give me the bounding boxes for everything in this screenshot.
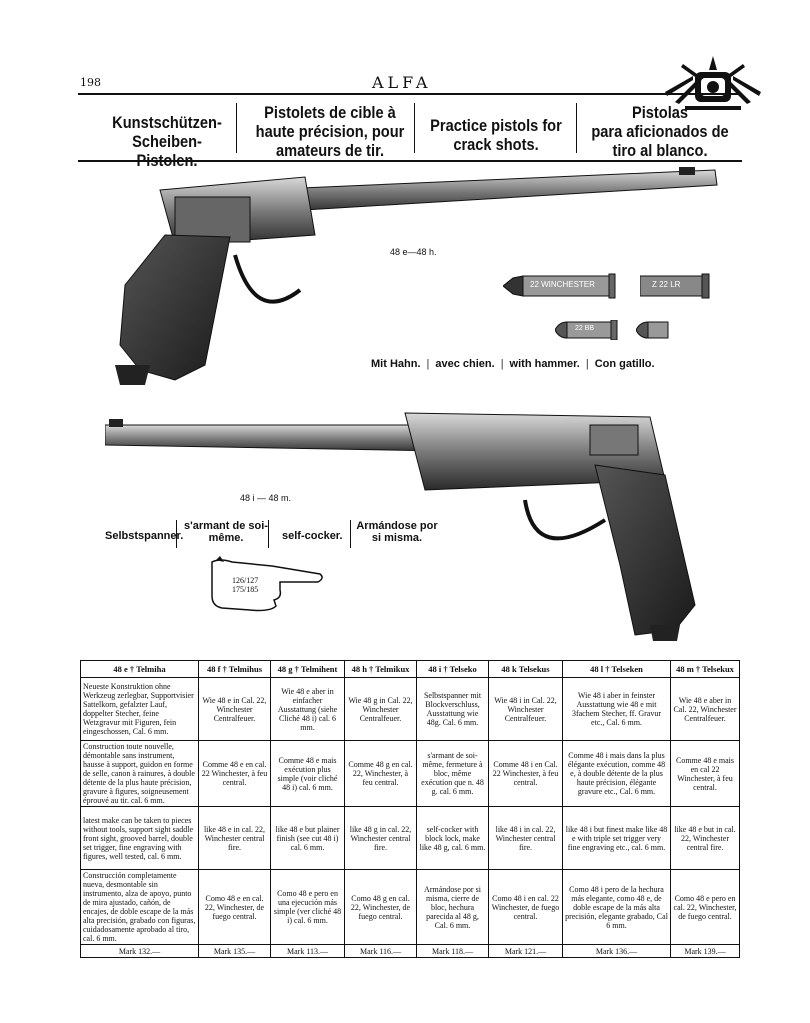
table-cell: Wie 48 i aber in feinster Ausstattung wie 48 e mit 3fachem Stecher, ff. Gravur etc., Cal. 6 mm.	[563, 678, 671, 741]
price-cell: Mark 132.—	[81, 945, 199, 958]
caption-divider	[176, 520, 177, 548]
table-row-english	[81, 807, 740, 870]
table-price-row	[81, 945, 740, 958]
heading-divider	[576, 103, 577, 153]
heading-divider	[414, 103, 415, 153]
table-cell: Comme 48 e en cal. 22 Winchester, à feu central.	[199, 741, 271, 807]
table-cell: Como 48 e pero en una ejecución más simple (ver cliché 48 i) cal. 6 mm.	[271, 870, 345, 945]
column-header: 48 m † Telsekux	[671, 661, 740, 678]
heading-german: Kunstschützen- Scheiben-Pistolen.	[112, 113, 222, 170]
table-cell: Como 48 g en cal. 22, Winchester, de fuego central.	[345, 870, 417, 945]
specifications-table	[80, 660, 740, 958]
table-cell: Wie 48 g in Cal. 22, Winchester Centralfeuer.	[345, 678, 417, 741]
selfcock-caption-fr: s'armant de soi- même.	[184, 520, 268, 544]
table-cell: Como 48 i pero de la hechura más elegante, como 48 e, de doble escape de la más alta precisión, elegante grabado, Cal 6 mm.	[563, 870, 671, 945]
table-cell: Comme 48 i mais dans la plus élégante exécution, comme 48 e, à double détente de la plus haute précision, élégante gravure etc., Cal. 6 mm.	[563, 741, 671, 807]
selfcock-caption-de: Selbstspanner.	[105, 530, 184, 542]
price-cell: Mark 135.—	[199, 945, 271, 958]
table-cell: latest make can be taken to pieces without tools, support sight saddle front sight, grooved barrel, double set trigger, fine engraving with figures, well tested, cal. 6 mm.	[81, 807, 199, 870]
table-cell: Como 48 e en cal. 22, Winchester, de fuego central.	[199, 870, 271, 945]
table-cell: s'armant de soi-même, fermeture à bloc, même exécution que n. 48 g. cal. 6 mm.	[417, 741, 489, 807]
table-cell: like 48 i but finest make like 48 e with triple set trigger very fine engraving etc., cal. 6 mm.	[563, 807, 671, 870]
table-cell: like 48 e but plainer finish (see cut 48 i) cal. 6 mm.	[271, 807, 345, 870]
table-cell: Wie 48 e aber in Cal. 22, Winchester Centralfeuer.	[671, 678, 740, 741]
caption-divider	[350, 520, 351, 548]
top-model-number: 48 e—48 h.	[390, 247, 437, 257]
column-header: 48 k Telsekus	[489, 661, 563, 678]
table-cell: Comme 48 i en Cal. 22 Winchester, à feu central.	[489, 741, 563, 807]
selfcock-caption-es: Armándose por si misma.	[356, 520, 438, 544]
table-cell: like 48 i in cal. 22, Winchester central fire.	[489, 807, 563, 870]
table-cell: Construction toute nouvelle, démontable sans instrument, hausse à support, guidon en forme de selle, canon à rainures, à double détente de la plus haute précision, gravure à figures, soigneusement éprouvé au tir. cal. 6 mm.	[81, 741, 199, 807]
price-cell: Mark 113.—	[271, 945, 345, 958]
table-cell: Como 48 i en cal. 22 Winchester, de fuego central.	[489, 870, 563, 945]
selfcock-caption-en: self-cocker.	[282, 530, 343, 542]
table-cell: Wie 48 i in Cal. 22, Winchester Centralfeuer.	[489, 678, 563, 741]
price-cell: Mark 116.—	[345, 945, 417, 958]
column-header: 48 i † Telseko	[417, 661, 489, 678]
pointer-reference: 126/127 175/185	[232, 576, 259, 594]
price-cell: Mark 121.—	[489, 945, 563, 958]
brand-title: ALFA	[372, 73, 432, 92]
table-cell: Construcción completamente nueva, desmontable sin instrumento, alza de apoyo, punto de mira ajustado, cañón, de encajes, de doble escape de la más alta precisión, grabado con figuras, cuidadosamente aprobado al tiro, cal. 6 mm.	[81, 870, 199, 945]
table-cell: Comme 48 e mais en cal 22 Winchester, à feu central.	[671, 741, 740, 807]
table-cell: like 48 e but in cal. 22, Winchester central fire.	[671, 807, 740, 870]
table-row-french	[81, 741, 740, 807]
header-rule-top	[78, 93, 742, 95]
column-header: 48 f † Telmihus	[199, 661, 271, 678]
bullet-illustration	[636, 320, 672, 340]
price-cell: Mark 118.—	[417, 945, 489, 958]
table-row-german	[81, 678, 740, 741]
cartridge-case-label: Z 22 LR	[652, 280, 681, 289]
price-cell: Mark 139.—	[671, 945, 740, 958]
heading-english: Practice pistols for crack shots.	[430, 116, 562, 154]
heading-french: Pistolets de cible à haute précision, pour amateurs de tir.	[255, 103, 405, 160]
table-row-spanish	[81, 870, 740, 945]
cartridge-label: 22 WINCHESTER	[530, 280, 595, 289]
table-cell: Comme 48 e mais exécution plus simple (voir cliché 48 i) cal. 6 mm.	[271, 741, 345, 807]
heading-divider	[236, 103, 237, 153]
table-cell: self-cocker with block lock, make like 48 g, cal. 6 mm.	[417, 807, 489, 870]
table-cell: Wie 48 e aber in einfacher Ausstattung (siehe Cliché 48 i) cal. 6 mm.	[271, 678, 345, 741]
column-header: 48 h † Telmikux	[345, 661, 417, 678]
table-cell: Selbstspanner mit Blockverschluss, Ausstattung wie 48g. Cal. 6 mm.	[417, 678, 489, 741]
table-cell: like 48 e in cal. 22, Winchester central fire.	[199, 807, 271, 870]
table-cell: like 48 g in cal. 22, Winchester central fire.	[345, 807, 417, 870]
cartridge-short-label: 22 BB	[575, 325, 595, 332]
table-cell: Wie 48 e in Cal. 22, Winchester Centralfeuer.	[199, 678, 271, 741]
heading-spanish: Pistolas para aficionados de tiro al blanco.	[591, 103, 729, 160]
page-number: 198	[80, 76, 101, 89]
caption-divider	[268, 520, 269, 548]
table-cell: Como 48 e pero en cal. 22, Winchester, de fuego central.	[671, 870, 740, 945]
bottom-model-number: 48 i — 48 m.	[240, 493, 292, 503]
pointing-hand-icon	[210, 556, 325, 614]
table-cell: Comme 48 g en cal. 22, Winchester, à feu central.	[345, 741, 417, 807]
table-header-row	[81, 661, 740, 678]
price-cell: Mark 136.—	[563, 945, 671, 958]
table-cell: Neueste Konstruktion ohne Werkzeug zerlegbar, Supportvisier Sattelkorn, gefalzter Lauf, doppelter Stecher, feine Wetzgravur mit Figuren, fein eingeschossen, Cal. 6 mm.	[81, 678, 199, 741]
column-header: 48 e † Telmiha	[81, 661, 199, 678]
column-header: 48 l † Telseken	[563, 661, 671, 678]
hammer-caption: Mit Hahn. | avec chien. | with hammer. | Con gatillo.	[371, 358, 655, 370]
table-cell: Armándose por si misma, cierre de bloc, hechura parecida al 48 g, Cal. 6 mm.	[417, 870, 489, 945]
column-header: 48 g † Telmihent	[271, 661, 345, 678]
